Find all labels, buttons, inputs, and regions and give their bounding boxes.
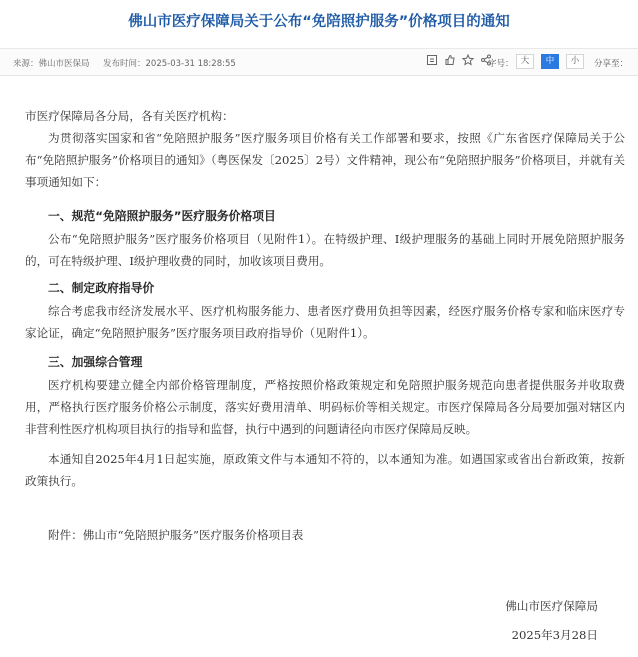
- print-icon[interactable]: [426, 54, 438, 66]
- section-3: [25, 350, 625, 441]
- source-label: 来源：: [13, 59, 39, 69]
- font-size-large-button[interactable]: 大: [516, 54, 534, 69]
- closing-paragraph: 本通知自2025年4月1日起实施，原政策文件与本通知不符的，以本通知为准。如遇国家或省出台新政策，按新政策执行。: [25, 452, 625, 489]
- attachment-line[interactable]: 附件：佛山市“免陪照护服务”医疗服务价格项目表: [48, 528, 304, 542]
- star-icon[interactable]: [462, 54, 474, 66]
- section-text: 医疗机构要建立健全内部价格管理制度，严格按照价格政策规定和免陪照护服务规范向患者提供服务并收取费用，严格执行医疗服务价格公示制度，落实好费用清单、明码标价等相关规定。市医疗保障局各分局要加强对辖区内非营利性医疗机构项目执行的指导和监督，执行中遇到的问题请径向市医疗保障局反映。: [25, 378, 625, 437]
- section-heading: 一、规范“免陪照护服务”医疗服务价格项目: [48, 209, 276, 223]
- article-meta-bar: [0, 48, 638, 76]
- font-size-medium-button[interactable]: 中: [541, 54, 559, 69]
- section-heading: 三、加强综合管理: [48, 355, 143, 369]
- signature-date: 2025年3月28日: [511, 628, 598, 642]
- salutation: 市医疗保障局各分局，各有关医疗机构：: [25, 109, 234, 123]
- closing-block: [25, 448, 625, 492]
- intro-paragraph: 为贯彻落实国家和省“免陪照护服务”医疗服务项目价格有关工作部署和要求，按照《广东省医疗保障局关于公布“免陪照护服务”价格项目的通知》（粤医保发〔2025〕2号）文件精神，现公布“免陪照护服务”价格项目，并就有关事项通知如下：: [25, 131, 625, 190]
- thumb-up-icon[interactable]: [444, 54, 456, 66]
- section-2: [25, 276, 625, 344]
- publish-time-value: 2025-03-31 18:28:55: [145, 59, 236, 69]
- section-text: 公布“免陪照护服务”医疗服务价格项目（见附件1）。在特级护理、I级护理服务的基础上同时开展免陪照护服务的，可在特级护理、I级护理收费的同时，加收该项目费用。: [25, 232, 625, 269]
- font-size-label: 字号：: [488, 59, 514, 69]
- section-text: 综合考虑我市经济发展水平、医疗机构服务能力、患者医疗费用负担等因素，经医疗服务价格专家和临床医疗专家论证，确定“免陪照护服务”医疗服务项目政府指导价（见附件1）。: [25, 304, 625, 341]
- publish-time-label: 发布时间：: [103, 59, 146, 69]
- source-info: [13, 57, 90, 69]
- article-title: 佛山市医疗保障局关于公布“免陪照护服务”价格项目的通知: [128, 14, 510, 30]
- article-actions: [426, 54, 492, 70]
- signature-org: 佛山市医疗保障局: [505, 599, 598, 613]
- share-label[interactable]: 分享至：: [594, 59, 629, 69]
- attachment-block: [25, 524, 625, 546]
- source-value: 佛山市医保局: [38, 59, 90, 69]
- section-1: [25, 204, 625, 272]
- intro-block: [25, 127, 625, 194]
- section-heading: 二、制定政府指导价: [48, 281, 155, 295]
- font-size-small-button[interactable]: 小: [566, 54, 584, 69]
- publish-time-info: [103, 57, 236, 69]
